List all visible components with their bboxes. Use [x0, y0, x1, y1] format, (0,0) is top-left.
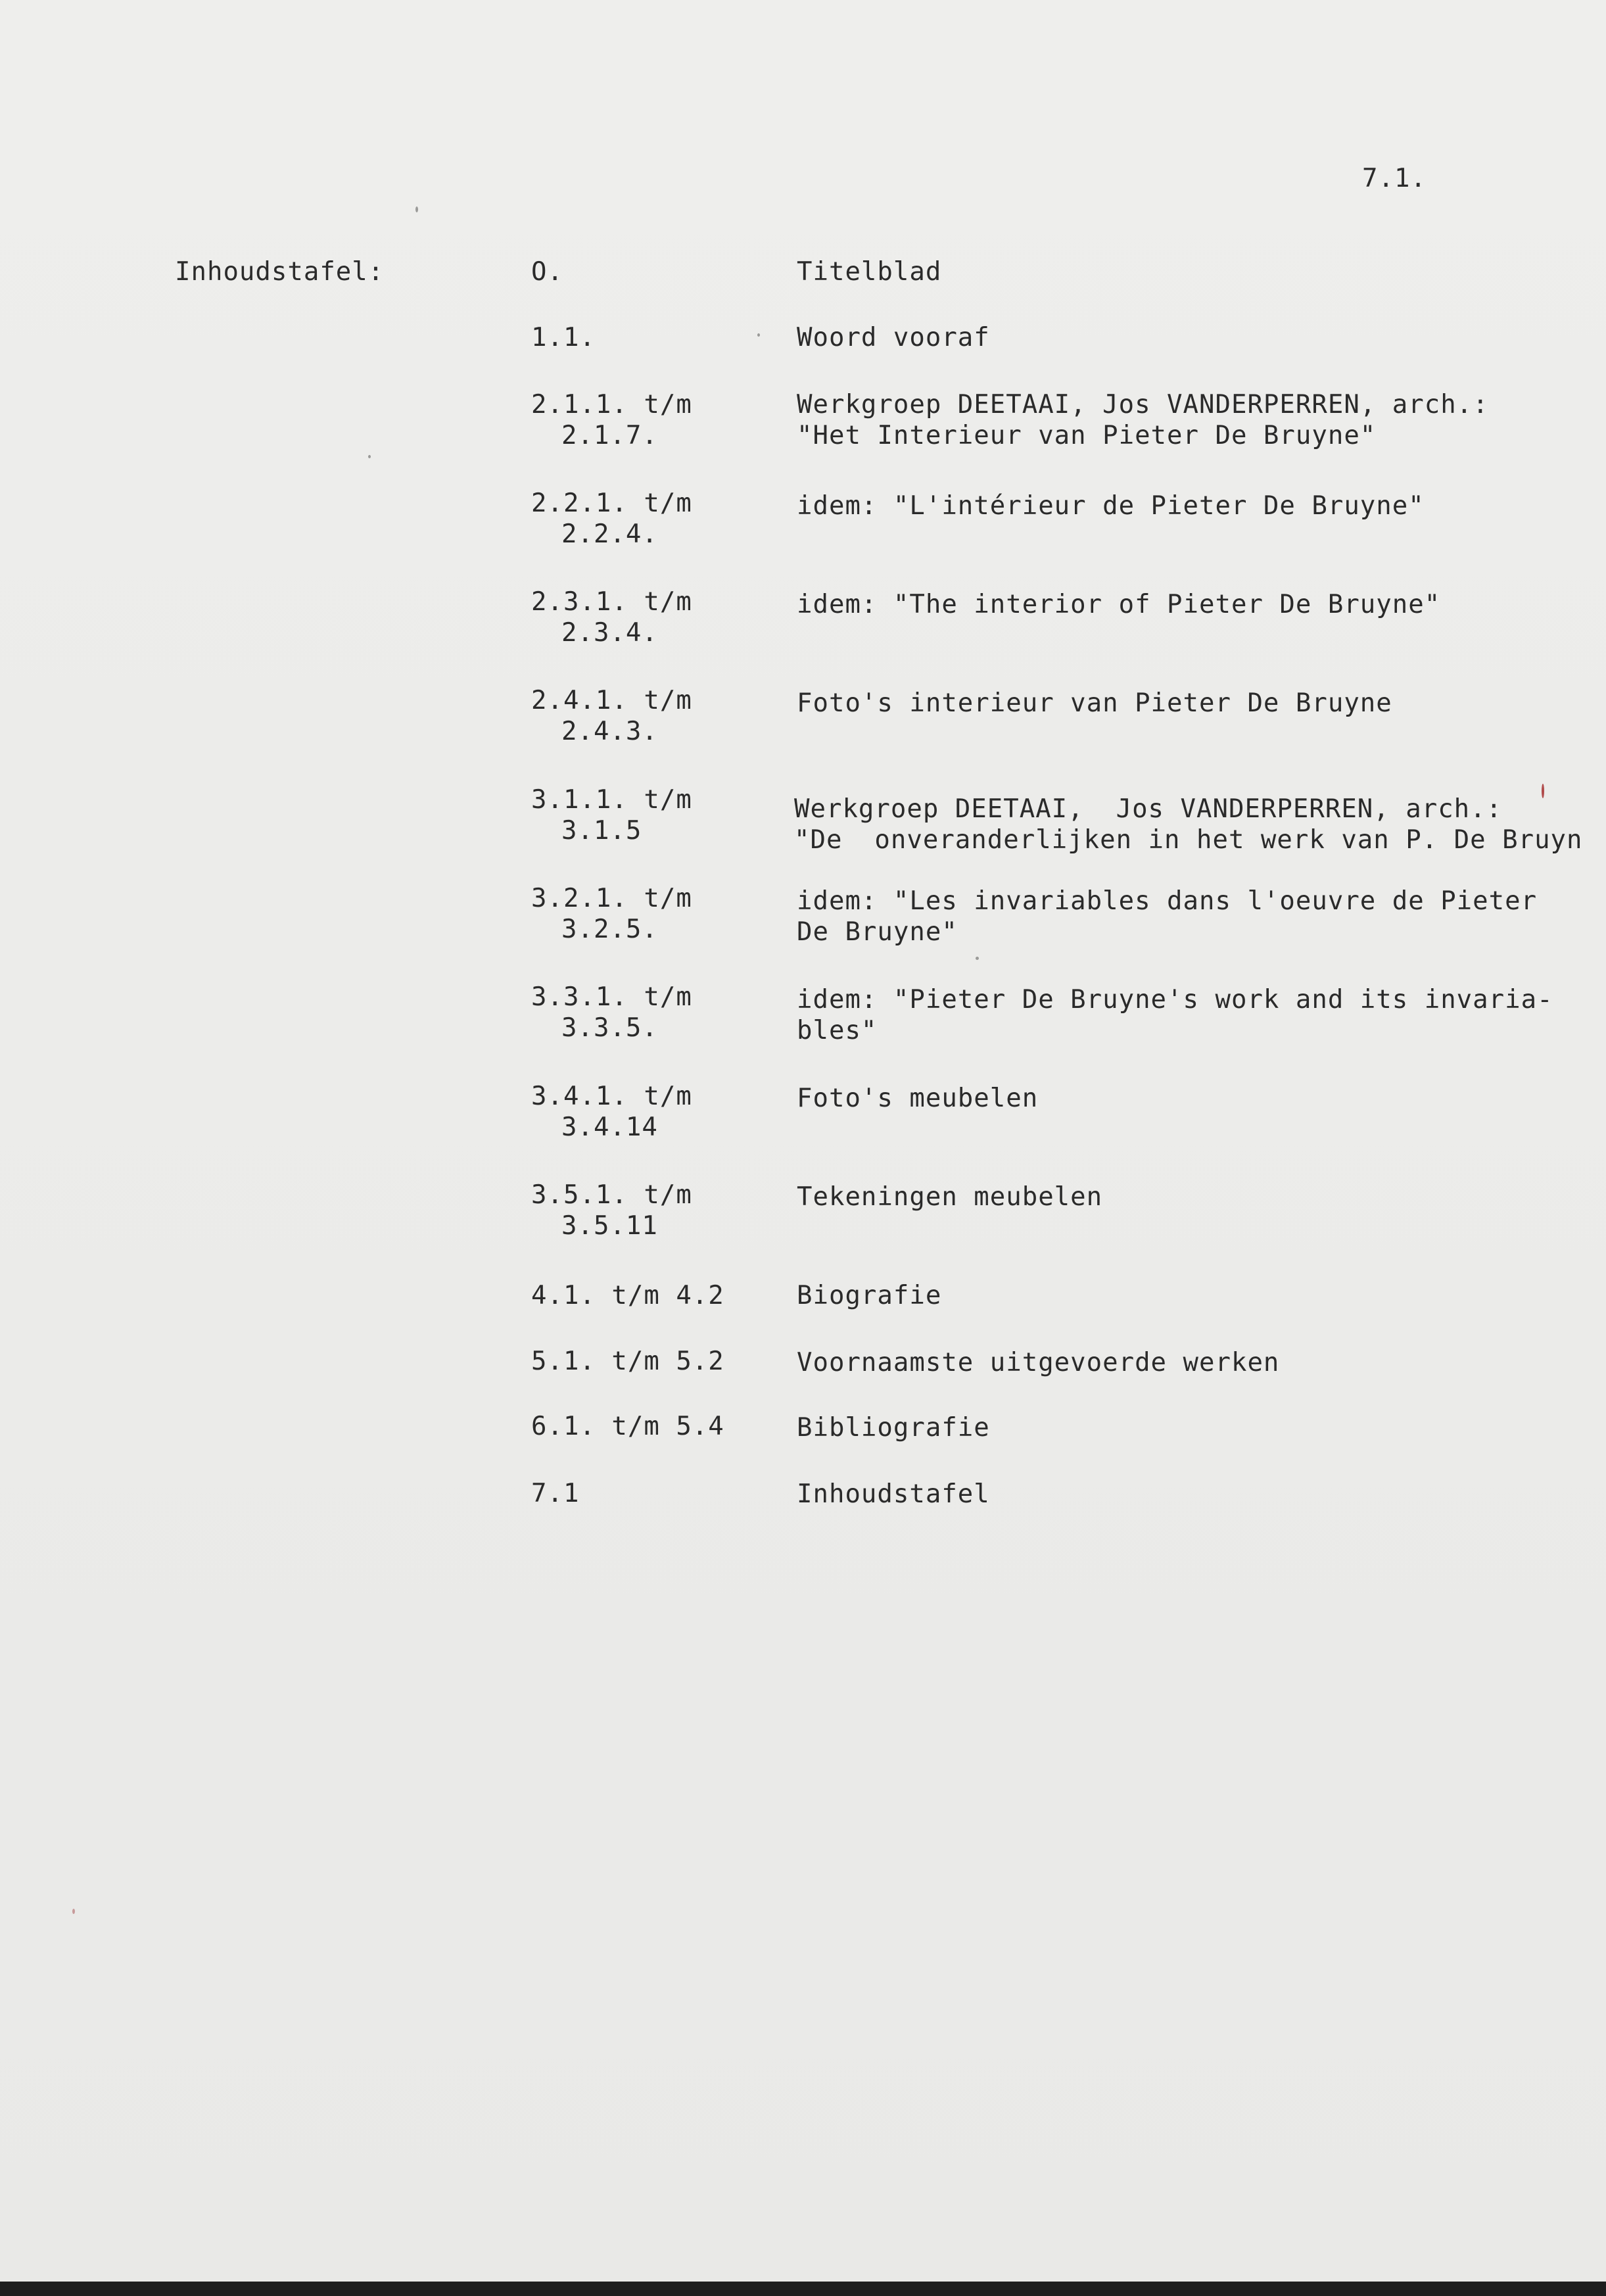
toc-entry-number: 3.5.1. t/m 3.5.11 — [531, 1180, 692, 1241]
toc-entry-title: idem: "L'intérieur de Pieter De Bruyne" — [797, 491, 1425, 521]
toc-entry-number: 2.2.1. t/m 2.2.4. — [531, 489, 692, 549]
toc-entry-title: Biografie — [797, 1281, 942, 1310]
toc-entry-title: Tekeningen meubelen — [797, 1182, 1103, 1212]
paper-speck — [415, 206, 418, 212]
toc-entry-title: idem: "Les invariables dans l'oeuvre de Pieter De Bruyne" — [797, 886, 1538, 947]
toc-entry-number: 5.1. t/m 5.2 — [531, 1347, 724, 1376]
paper-speck — [368, 455, 371, 458]
toc-entry-number: 2.1.1. t/m 2.1.7. — [531, 390, 692, 450]
toc-entry-number: 4.1. t/m 4.2 — [531, 1281, 724, 1310]
toc-entry-number: 2.3.1. t/m 2.3.4. — [531, 587, 692, 648]
toc-entry-title: idem: "Pieter De Bruyne's work and its invaria- bles" — [797, 985, 1553, 1045]
toc-entry-title: Inhoudstafel — [797, 1479, 990, 1509]
toc-entry-number: 3.2.1. t/m 3.2.5. — [531, 884, 692, 944]
pen-mark — [1542, 784, 1544, 798]
toc-entry-number: 2.4.1. t/m 2.4.3. — [531, 686, 692, 746]
paper-speck — [757, 333, 760, 337]
toc-entry-number: 3.4.1. t/m 3.4.14 — [531, 1082, 692, 1142]
toc-entry-title: Foto's meubelen — [797, 1084, 1039, 1113]
toc-entry-number: 1.1. — [531, 323, 596, 352]
toc-entry-title: idem: "The interior of Pieter De Bruyne" — [797, 590, 1441, 619]
toc-entry-title: Titelblad — [797, 257, 942, 287]
toc-entry-title: Foto's interieur van Pieter De Bruyne — [797, 688, 1392, 718]
toc-entry-title: Bibliografie — [797, 1413, 990, 1443]
toc-heading: Inhoudstafel: — [175, 257, 385, 287]
paper-speck — [976, 957, 979, 960]
toc-entry-title: Woord vooraf — [797, 323, 990, 352]
paper-speck — [72, 1909, 75, 1914]
page-number: 7.1. — [1362, 164, 1427, 193]
scan-border — [0, 2282, 1606, 2296]
toc-entry-number: 7.1 — [531, 1479, 580, 1508]
toc-entry-number: 6.1. t/m 5.4 — [531, 1412, 724, 1441]
toc-entry-number: 3.3.1. t/m 3.3.5. — [531, 982, 692, 1043]
toc-entry-number: O. — [531, 257, 563, 287]
toc-entry-title: Werkgroep DEETAAI, Jos VANDERPERREN, arch.: "De onveranderlijken in het werk van P. De Bruyn — [794, 794, 1583, 855]
toc-entry-number: 3.1.1. t/m 3.1.5 — [531, 785, 692, 846]
toc-entry-title: Werkgroep DEETAAI, Jos VANDERPERREN, arch.: "Het Interieur van Pieter De Bruyne" — [797, 390, 1489, 450]
toc-entry-title: Voornaamste uitgevoerde werken — [797, 1348, 1280, 1377]
